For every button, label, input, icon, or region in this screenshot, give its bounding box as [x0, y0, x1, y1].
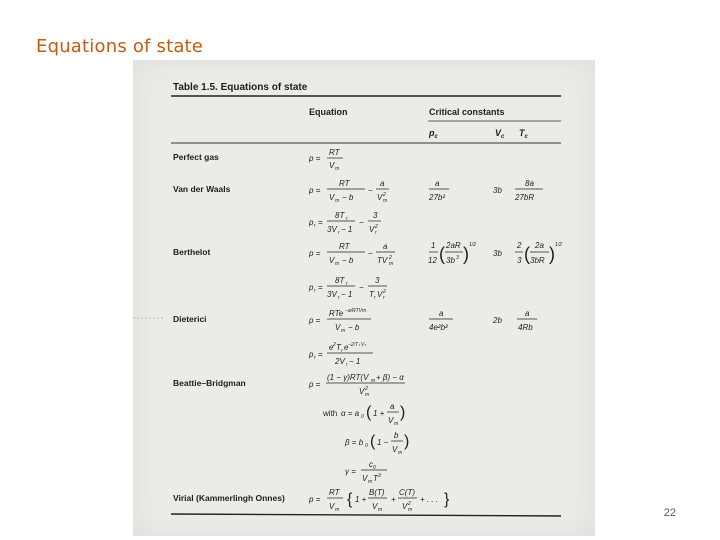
- equations-table: [133, 60, 595, 536]
- svg-text:m: m: [335, 166, 340, 172]
- svg-text:c: c: [369, 460, 373, 469]
- svg-text:r: r: [314, 355, 316, 361]
- svg-text:TV: TV: [377, 256, 388, 265]
- svg-text:r: r: [314, 288, 316, 294]
- svg-text:−: −: [359, 283, 364, 292]
- svg-text:β = b: β = b: [345, 438, 364, 447]
- svg-text:r: r: [346, 281, 348, 287]
- svg-text:a: a: [390, 402, 395, 411]
- svg-text:3: 3: [456, 255, 459, 261]
- svg-text:}: }: [444, 491, 450, 508]
- svg-text:2a: 2a: [535, 241, 544, 250]
- row-beattie-bridgman: Beattie–Bridgman: [173, 378, 246, 388]
- dieterici-vc: 2b: [493, 316, 502, 325]
- svg-text:=: =: [318, 218, 323, 227]
- svg-text:3: 3: [517, 256, 522, 265]
- svg-text:m: m: [341, 328, 346, 334]
- vdw-vc: 3b: [493, 186, 502, 195]
- svg-text:p =: p =: [309, 316, 321, 325]
- svg-text:− b: − b: [342, 193, 354, 202]
- svg-text:RT: RT: [329, 148, 340, 157]
- svg-text:m: m: [335, 507, 340, 513]
- row-van-der-waals: Van der Waals: [173, 184, 231, 194]
- svg-text:−: −: [368, 249, 373, 258]
- svg-text:e: e: [329, 343, 334, 352]
- svg-text:a: a: [525, 309, 530, 318]
- svg-text:RT: RT: [339, 242, 350, 251]
- svg-text:p: p: [309, 283, 314, 292]
- svg-text:m: m: [394, 421, 399, 427]
- row-virial: Virial (Kammerlingh Onnes): [173, 493, 285, 503]
- svg-text:m: m: [378, 507, 383, 513]
- svg-text:V: V: [329, 193, 335, 202]
- svg-text:3: 3: [375, 276, 380, 285]
- header-equation: Equation: [309, 107, 348, 117]
- svg-text:r: r: [365, 342, 367, 347]
- svg-text:V: V: [361, 342, 365, 348]
- svg-text:r: r: [359, 342, 361, 347]
- header-critical-constants: Critical constants: [429, 107, 505, 117]
- svg-text:8T: 8T: [335, 276, 345, 285]
- svg-text:=: =: [318, 350, 323, 359]
- table-caption: Table 1.5. Equations of state: [173, 82, 308, 93]
- header-tc: $T_c$: [519, 128, 528, 140]
- svg-text:2aR: 2aR: [446, 241, 461, 250]
- header-vc: $V_c$: [495, 128, 505, 140]
- svg-text:1 +: 1 +: [355, 495, 367, 504]
- critical-constants: [428, 179, 562, 332]
- svg-text:m: m: [335, 198, 340, 204]
- svg-text:r: r: [374, 295, 376, 301]
- svg-text:r: r: [375, 230, 377, 236]
- svg-text:1 +: 1 +: [373, 409, 385, 418]
- bottom-rule: [171, 514, 561, 516]
- svg-text:RT: RT: [339, 179, 350, 188]
- row-dieterici: Dieterici: [173, 314, 207, 324]
- svg-text:b: b: [394, 431, 399, 440]
- svg-text:r: r: [346, 216, 348, 222]
- svg-text:a: a: [439, 309, 444, 318]
- svg-text:0: 0: [365, 443, 368, 449]
- svg-text:p =: p =: [309, 249, 321, 258]
- svg-text:a: a: [435, 179, 440, 188]
- svg-text:m: m: [389, 261, 394, 267]
- svg-text:m: m: [398, 450, 403, 456]
- dieterici-pc-denominator: 4e²b²: [429, 323, 448, 332]
- svg-text:− 1: − 1: [349, 357, 361, 366]
- svg-text:p: p: [309, 218, 314, 227]
- svg-text:p =: p =: [309, 154, 321, 163]
- svg-text:−: −: [359, 218, 364, 227]
- svg-text:2: 2: [365, 386, 368, 392]
- svg-text:): ): [400, 404, 406, 421]
- svg-text:−: −: [368, 186, 373, 195]
- svg-text:p =: p =: [309, 380, 321, 389]
- svg-text:3b: 3b: [446, 256, 455, 265]
- svg-text:α = a: α = a: [341, 409, 360, 418]
- svg-text:V: V: [377, 193, 383, 202]
- svg-text:2: 2: [517, 241, 522, 250]
- svg-text:V: V: [377, 290, 383, 299]
- svg-text:m: m: [383, 198, 388, 204]
- svg-text:V: V: [329, 161, 335, 170]
- svg-text:T: T: [336, 343, 341, 352]
- svg-text:{: {: [347, 491, 353, 508]
- svg-text:2: 2: [389, 255, 392, 261]
- svg-text:r: r: [341, 348, 343, 354]
- svg-text:p =: p =: [309, 495, 321, 504]
- svg-text:(: (: [524, 244, 530, 264]
- svg-text:(: (: [370, 433, 376, 450]
- svg-text:1/2: 1/2: [469, 242, 476, 248]
- svg-text:+ . . .: + . . .: [420, 495, 439, 504]
- svg-text:V: V: [402, 502, 408, 511]
- svg-text:=: =: [318, 283, 323, 292]
- svg-text:a: a: [383, 242, 388, 251]
- svg-text:12: 12: [428, 256, 437, 265]
- dieterici-tc-denominator: 4Rb: [518, 323, 533, 332]
- svg-text:3: 3: [378, 473, 381, 479]
- svg-text:C(T): C(T): [399, 488, 415, 497]
- svg-text:V: V: [362, 474, 368, 483]
- svg-text:V: V: [329, 256, 335, 265]
- svg-text:r: r: [338, 295, 340, 301]
- svg-text:2: 2: [333, 342, 336, 348]
- svg-text:p =: p =: [309, 186, 321, 195]
- svg-text:B(T): B(T): [369, 488, 385, 497]
- svg-text:r: r: [338, 230, 340, 236]
- svg-text:1/2: 1/2: [555, 242, 562, 248]
- row-berthelot: Berthelot: [173, 247, 211, 257]
- scanned-table-image: [133, 60, 595, 536]
- vdw-tc-denominator: 27bR: [515, 193, 535, 202]
- svg-text:1 −: 1 −: [377, 438, 389, 447]
- page-number: 22: [663, 507, 676, 519]
- svg-text:2: 2: [383, 192, 386, 198]
- svg-text:m: m: [408, 507, 413, 513]
- svg-text:− b: − b: [342, 256, 354, 265]
- svg-text:3V: 3V: [327, 225, 337, 234]
- svg-text:): ): [404, 433, 410, 450]
- svg-text:2: 2: [383, 289, 386, 295]
- row-perfect-gas: Perfect gas: [173, 152, 219, 162]
- svg-text:8a: 8a: [525, 179, 534, 188]
- vdw-pc-denominator: 27b²: [429, 193, 446, 202]
- svg-text:V: V: [392, 445, 398, 454]
- svg-text:): ): [463, 244, 469, 264]
- svg-text:3V: 3V: [327, 290, 337, 299]
- svg-text:V: V: [372, 502, 378, 511]
- svg-text:T: T: [373, 474, 378, 483]
- svg-text:p: p: [309, 350, 314, 359]
- svg-text:γ =: γ =: [345, 467, 356, 476]
- svg-text:e: e: [344, 343, 349, 352]
- svg-text:): ): [549, 244, 555, 264]
- slide-title: Equations of state: [36, 36, 204, 57]
- svg-text:m: m: [371, 378, 376, 384]
- svg-text:V: V: [388, 416, 394, 425]
- svg-text:m: m: [365, 392, 370, 398]
- svg-text:−2/T: −2/T: [348, 342, 359, 348]
- svg-text:a: a: [380, 179, 385, 188]
- svg-text:+: +: [391, 495, 396, 504]
- svg-text:2V: 2V: [335, 357, 345, 366]
- svg-text:− 1: − 1: [341, 225, 353, 234]
- svg-text:2: 2: [408, 501, 411, 507]
- svg-text:− b: − b: [348, 323, 360, 332]
- svg-text:m: m: [335, 261, 340, 267]
- svg-text:1: 1: [431, 241, 436, 250]
- svg-text:V: V: [359, 387, 365, 396]
- svg-text:V: V: [329, 502, 335, 511]
- svg-text:RT: RT: [329, 488, 340, 497]
- svg-text:+ β) − α: + β) − α: [376, 373, 404, 382]
- svg-text:(1 − γ)RT(V: (1 − γ)RT(V: [327, 373, 369, 382]
- svg-text:m: m: [368, 479, 373, 485]
- svg-text:T: T: [369, 290, 374, 299]
- svg-text:r: r: [346, 362, 348, 368]
- svg-text:8T: 8T: [335, 211, 345, 220]
- svg-text:(: (: [366, 404, 372, 421]
- svg-text:with: with: [323, 409, 338, 418]
- svg-text:3: 3: [373, 211, 378, 220]
- svg-text:0: 0: [361, 414, 364, 420]
- svg-text:− 1: − 1: [341, 290, 353, 299]
- svg-text:3bR: 3bR: [530, 256, 545, 265]
- svg-text:RTe: RTe: [329, 309, 344, 318]
- svg-text:0: 0: [373, 465, 376, 471]
- svg-text:r: r: [314, 223, 316, 229]
- svg-text:V: V: [335, 323, 341, 332]
- berthelot-vc: 3b: [493, 249, 502, 258]
- svg-text:(: (: [439, 244, 445, 264]
- svg-text:r: r: [383, 295, 385, 301]
- header-pc: $p_c$: [429, 128, 438, 140]
- svg-text:V: V: [369, 225, 375, 234]
- svg-text:2: 2: [375, 224, 378, 230]
- svg-text:−a/RTVm: −a/RTVm: [345, 308, 367, 314]
